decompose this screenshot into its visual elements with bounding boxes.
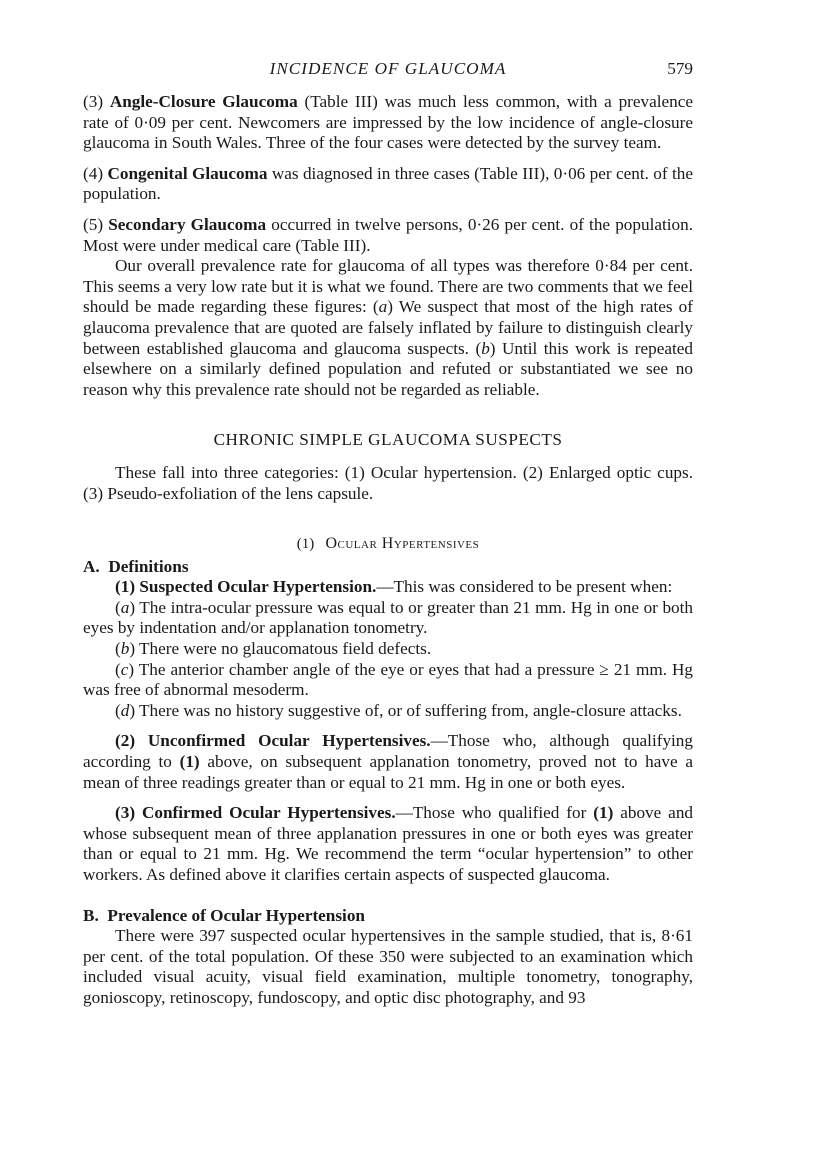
term-angle-closure: Angle-Closure Glaucoma [109,92,298,111]
term-congenital: Congenital Glaucoma [107,163,268,183]
criterion-c: (c) The anterior chamber angle of the eye or eyes that had a pressure ≥ 21 mm. Hg was free of abnormal mesoderm. [83,659,693,700]
item-number: (4) [83,163,104,183]
criterion-a: (a) The intra-ocular pressure was equal to or greater than 21 mm. Hg in one or both eyes by indentation and/or applanation tonometry. [83,597,693,638]
paragraph-angle-closure [83,92,693,154]
heading-prevalence: B. Prevalence of Ocular Hypertension [83,905,365,925]
term-secondary: Secondary Glaucoma [108,214,267,234]
definition-suspected: (1) Suspected Ocular Hypertension.—This was considered to be present when: [115,577,673,597]
paragraph-prevalence: There were 397 suspected ocular hypertensives in the sample studied, that is, 8·61 per cent. of the total population. Of these 350 were subjected to an examination which included visual acuity, visual field examination, multiple tonometry, tonography, gonioscopy, retinoscopy, fundoscopy, and optic disc photography, and 93 [83,926,693,1007]
page-number: 579 [667,59,693,78]
definition-unconfirmed: (2) Unconfirmed Ocular Hypertensives.—Those who, although qualifying according to (1) above, on subsequent applanation tonometry, proved not to have a mean of three readings greater than or equal to 21 mm. Hg in one or both eyes. [83,731,693,792]
paragraph-text: occurred in twelve persons, 0·26 per cent. of the population. Most were under medical care (Table III). [83,214,694,255]
section-title-suspects: CHRONIC SIMPLE GLAUCOMA SUSPECTS [213,430,563,450]
page-header [83,56,693,80]
paragraph-secondary [83,215,693,256]
paragraph-overall-rate: Our overall prevalence rate for glaucoma of all types was therefore 0·84 per cent. This seems a very low rate but it is what we found. There are two comments that we feel should be made regarding these figures: (a) We suspect that most of the high rates of glaucoma prevalence that are quoted are falsely inflated by failure to distinguish clearly between established glaucoma and glaucoma suspects. (b) Until this work is repeated elsewhere on a similarly defined population and refuted or substantiated we see no reason why this prevalence rate should not be regarded as reliable. [83,256,693,399]
criterion-d: (d) There was no history suggestive of, or of suffering from, angle-closure attacks. [115,700,682,720]
journal-page [83,56,693,1009]
subsection-title-ocular-hypertensives: (1) Ocular Hypertensives [296,535,480,553]
criterion-b: (b) There were no glaucomatous field defects. [115,639,432,659]
item-number: (3) [83,92,104,111]
paragraph-suspects-intro: These fall into three categories: (1) Ocular hypertension. (2) Enlarged optic cups. (3) Pseudo-exfoliation of the lens capsule. [83,462,693,503]
paragraph-text: was diagnosed in three cases (Table III), 0·06 per cent. of the population. [83,163,693,204]
paragraph-text: (Table III) was much less common, with a prevalence rate of 0·09 per cent. Newcomers are impressed by the low incidence of angle-closure glaucoma in South Wales. Three of the four cases were detected by the survey team. [83,92,693,153]
heading-definitions: A. Definitions [83,556,189,576]
running-title: INCIDENCE OF GLAUCOMA [269,59,507,78]
paragraph-congenital [83,164,693,205]
item-number: (5) [83,214,104,234]
definition-confirmed: (3) Confirmed Ocular Hypertensives.—Those who qualified for (1) above and whose subsequent mean of three applanation pressures in one or both eyes was greater than or equal to 21 mm. Hg. We recommend the term “ocular hypertension” to other workers. As defined above it clarifies certain aspects of suspected glaucoma. [83,803,694,884]
